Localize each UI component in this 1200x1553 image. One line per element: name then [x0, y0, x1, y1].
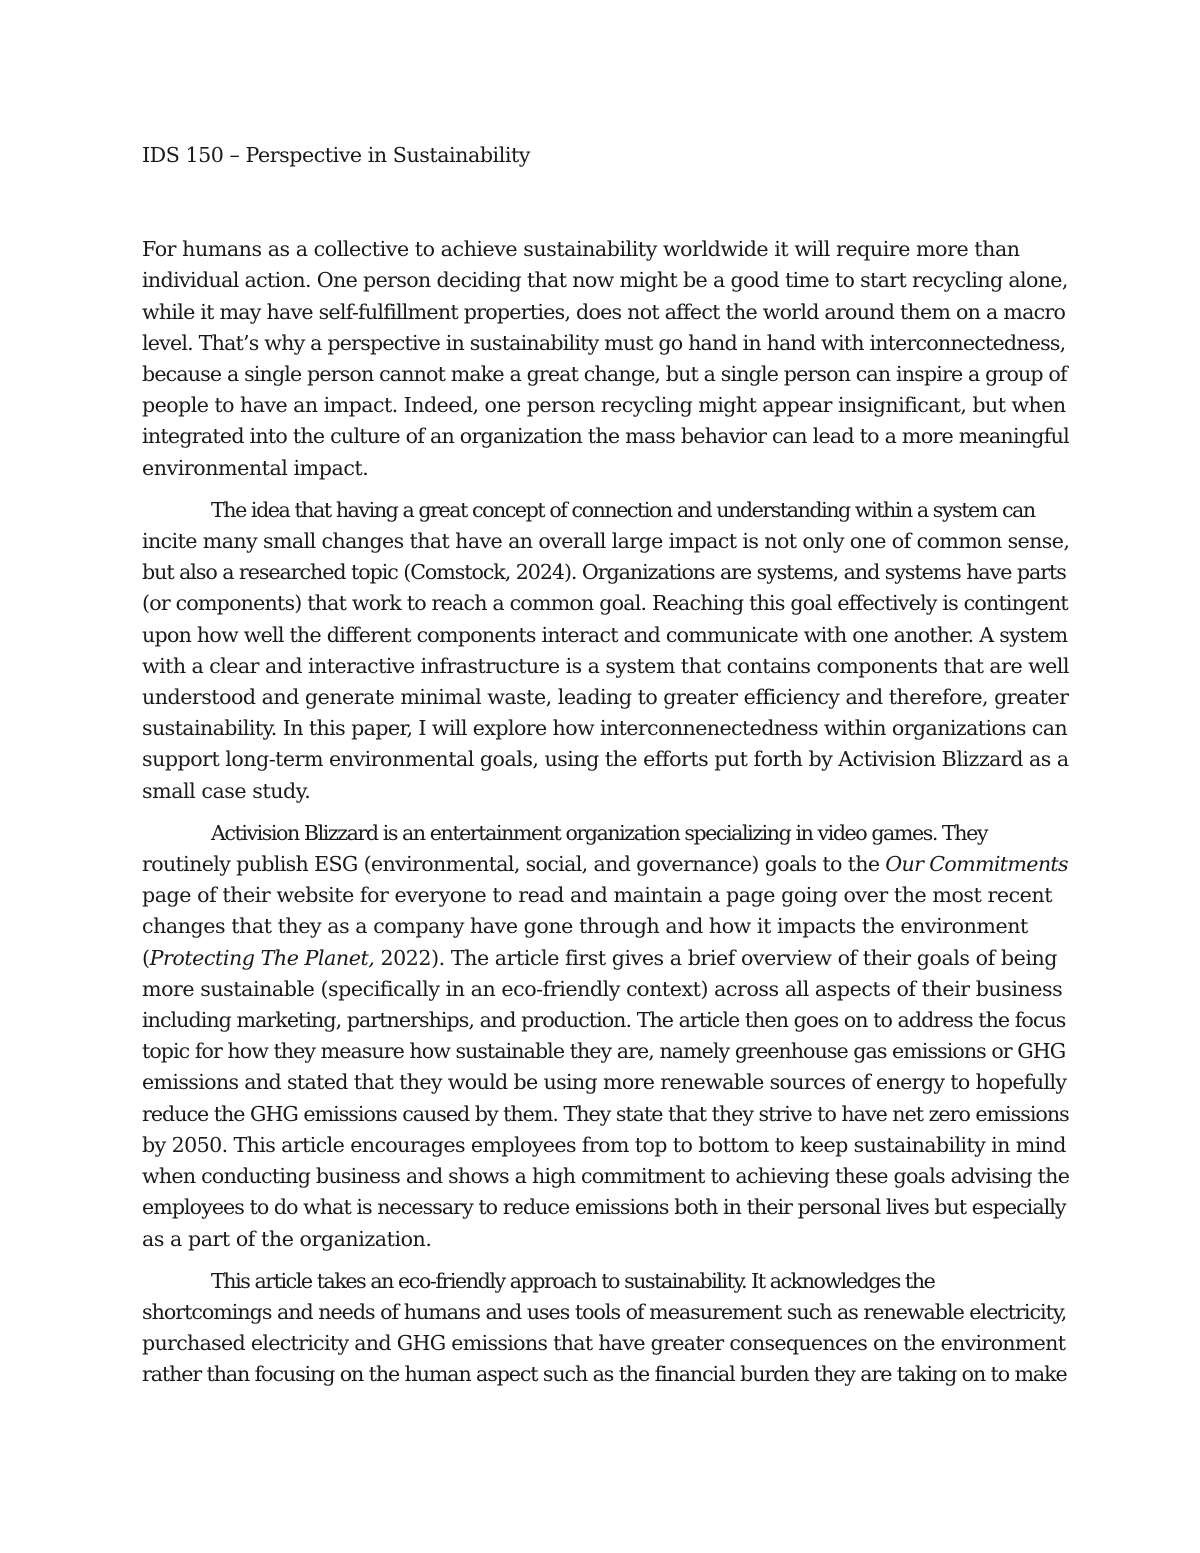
text-line: when conducting business and shows a high commitment to achieving these goals advising the [142, 1164, 1070, 1189]
text-line: level. That’s why a perspective in sustainability must go hand in hand with interconnectedness, [142, 330, 1066, 355]
italic-title-our-commitments: Our Commitments [885, 852, 1068, 877]
text-line: sustainability. In this paper, I will explore how interconnenectedness within organizations can [142, 716, 1068, 741]
text-line: The idea that having a great concept of connection and understanding within a system can [211, 497, 1035, 522]
document-title: IDS 150 – Perspective in Sustainability [142, 143, 530, 167]
text-line: employees to do what is necessary to reduce emissions both in their personal lives but especially [142, 1195, 1066, 1220]
text-line: more sustainable (specifically in an eco-friendly context) across all aspects of their business [142, 976, 1063, 1001]
text-line: Activision Blizzard is an entertainment organization specializing in video games. They [211, 820, 988, 845]
text-fragment: ( [142, 945, 150, 970]
document-body [142, 140, 1070, 1391]
text-line: small case study. [142, 778, 311, 803]
text-line: integrated into the culture of an organization the mass behavior can lead to a more meaningful [142, 424, 1069, 449]
text-line: purchased electricity and GHG emissions that have greater consequences on the environment [142, 1331, 1066, 1356]
text-line: because a single person cannot make a great change, but a single person can inspire a group of [142, 362, 1067, 387]
text-line: as a part of the organization. [142, 1226, 432, 1251]
text-line: support long-term environmental goals, using the efforts put forth by Activision Blizzard as a [142, 747, 1069, 772]
text-line: but also a researched topic (Comstock, 2024). Organizations are systems, and systems have parts [142, 560, 1066, 585]
text-line: people to have an impact. Indeed, one person recycling might appear insignificant, but when [142, 393, 1066, 418]
text-line: changes that they as a company have gone through and how it impacts the environment [142, 914, 1028, 939]
text-line: understood and generate minimal waste, leading to greater efficiency and therefore, greater [142, 685, 1069, 710]
text-line: (or components) that work to reach a common goal. Reaching this goal effectively is contingent [142, 591, 1068, 616]
text-line: page of their website for everyone to read and maintain a page going over the most recent [142, 883, 1053, 908]
text-line [142, 943, 1067, 974]
text-line: For humans as a collective to achieve sustainability worldwide it will require more than [142, 237, 1020, 262]
paragraph-4 [142, 1266, 1067, 1391]
paragraph-3 [142, 818, 1070, 1255]
text-line: environmental impact. [142, 455, 369, 480]
text-line: This article takes an eco-friendly approach to sustainability. It acknowledges the [211, 1268, 935, 1293]
text-fragment: routinely publish ESG (environmental, social, and governance) goals to the [142, 852, 886, 877]
text-line: upon how well the different components interact and communicate with one another. A system [142, 622, 1068, 647]
text-line: incite many small changes that have an overall large impact is not only one of common sense, [142, 529, 1070, 554]
text-line: shortcomings and needs of humans and uses tools of measurement such as renewable electricity, [142, 1299, 1067, 1324]
text-line: rather than focusing on the human aspect such as the financial burden they are taking on to make [142, 1362, 1067, 1387]
text-line: individual action. One person deciding that now might be a good time to start recycling alone, [142, 268, 1068, 293]
text-line: topic for how they measure how sustainable they are, namely greenhouse gas emissions or GHG [142, 1039, 1066, 1064]
text-line: reduce the GHG emissions caused by them. They state that they strive to have net zero emissions [142, 1101, 1069, 1126]
text-fragment: 2022). The article first gives a brief overview of their goals of being [374, 945, 1058, 970]
text-line [142, 849, 1067, 880]
text-line: including marketing, partnerships, and production. The article then goes on to address the focus [142, 1008, 1066, 1033]
paragraph-2 [142, 495, 1070, 807]
text-line: by 2050. This article encourages employees from top to bottom to keep sustainability in mind [142, 1132, 1066, 1157]
text-line: with a clear and interactive infrastructure is a system that contains components that are well [142, 653, 1069, 678]
paragraph-1 [142, 234, 1067, 484]
italic-citation-protecting-the-planet: Protecting The Planet, [149, 945, 375, 970]
text-line: while it may have self-fulfillment properties, does not affect the world around them on a macro [142, 299, 1066, 324]
text-line: emissions and stated that they would be using more renewable sources of energy to hopefully [142, 1070, 1067, 1095]
